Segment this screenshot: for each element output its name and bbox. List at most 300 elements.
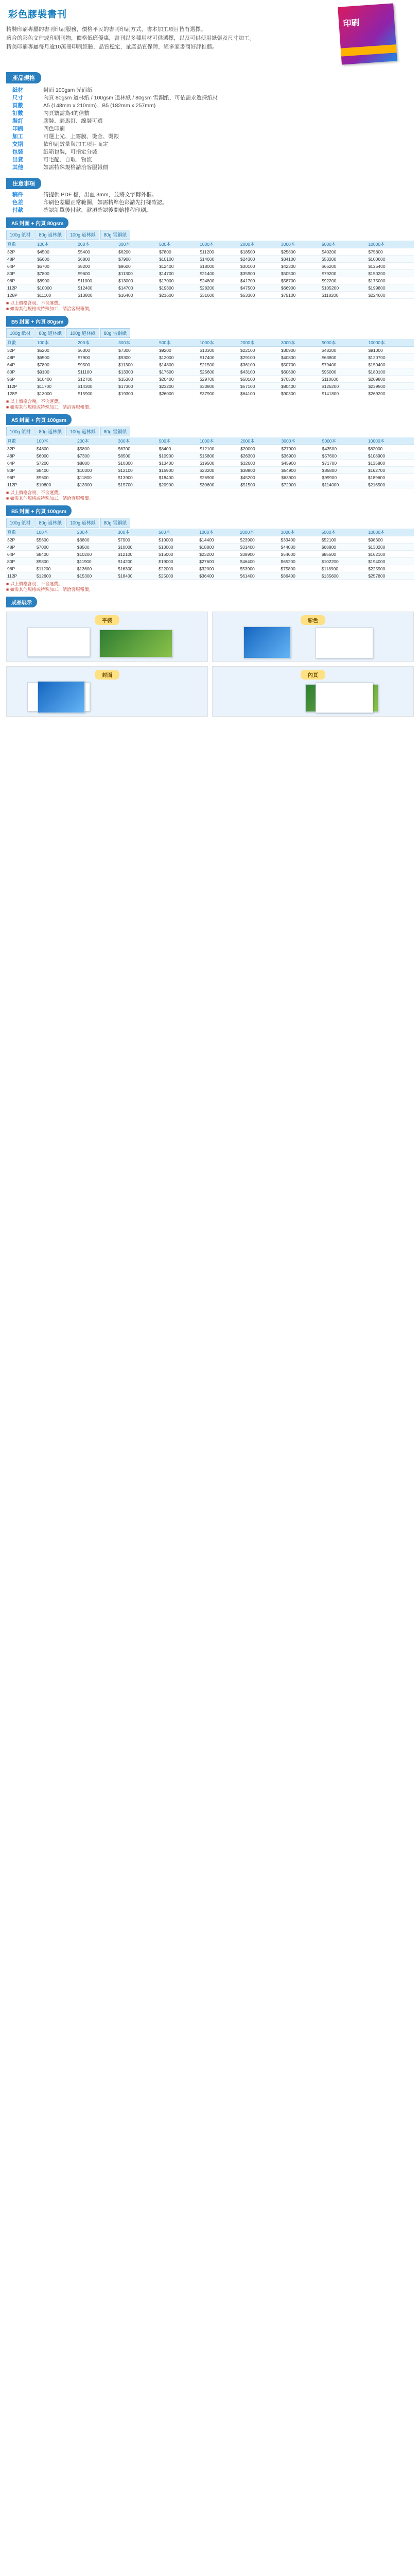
table-cell: $11300 (117, 361, 158, 368)
column-header: 5000本 (321, 529, 367, 536)
paper-tab[interactable]: 80g 雪銅紙 (100, 328, 131, 338)
paper-tab[interactable]: 100g 紙材 (6, 427, 34, 436)
price-note: ■ 以上價格含稅，不含運費。 (6, 399, 63, 404)
price-table (6, 241, 414, 299)
table-cell: 64P (6, 263, 36, 270)
table-cell: $120700 (367, 354, 414, 361)
price-notes (6, 581, 414, 592)
table-cell: 32P (6, 248, 36, 256)
table-cell: $25600 (199, 368, 239, 376)
spec-key: 訂數 (12, 110, 23, 116)
table-cell: 48P (6, 354, 36, 361)
table-cell: $10200 (76, 551, 117, 558)
table-cell: 80P (6, 467, 36, 474)
table-cell: $100600 (367, 256, 414, 263)
table-cell: $216500 (367, 481, 414, 488)
table-cell: $60600 (280, 368, 321, 376)
table-cell: $22100 (239, 347, 280, 354)
paper-tab[interactable]: 100g 紙材 (6, 230, 34, 240)
table-cell: $12600 (36, 572, 76, 580)
table-cell: $48200 (321, 347, 367, 354)
table-cell: $141800 (321, 390, 367, 397)
price-note: ■ 如需其他規格或特殊加工，請洽客服報價。 (6, 496, 93, 501)
table-row (6, 572, 414, 580)
table-cell: $180100 (367, 368, 414, 376)
table-cell: $18800 (198, 544, 239, 551)
table-cell: $12100 (117, 551, 157, 558)
table-row (6, 544, 414, 551)
spec-key: 裝訂 (12, 118, 23, 124)
note-value: 印刷色差屬正常範圍，如需精準色彩請先打樣確認。 (43, 199, 168, 206)
paper-tabs (6, 328, 414, 338)
table-cell: $46400 (239, 558, 279, 565)
table-cell: $82000 (367, 445, 414, 452)
table-cell: $38900 (239, 467, 280, 474)
spec-value: 膠裝、騎馬釘、線裝可選 (43, 118, 103, 124)
spec-value: 如需特殊規格請洽客服報價 (43, 164, 108, 171)
table-cell: $50100 (239, 376, 280, 383)
table-cell: 32P (6, 347, 36, 354)
table-cell: $5600 (36, 536, 76, 544)
table-cell: $14600 (199, 256, 239, 263)
gallery-grid (6, 612, 414, 717)
table-cell: $17600 (158, 368, 199, 376)
table-cell: $30600 (199, 481, 239, 488)
table-cell: $114000 (321, 481, 367, 488)
table-cell: $13300 (76, 481, 117, 488)
column-header: 頁數 (6, 529, 36, 536)
paper-tab[interactable]: 80g 道林紙 (36, 518, 66, 528)
table-cell: $21600 (158, 292, 199, 299)
table-cell: $32000 (198, 565, 239, 572)
table-cell: $7800 (36, 270, 77, 277)
table-cell: $15900 (158, 467, 199, 474)
table-cell: $20400 (158, 376, 199, 383)
price-note: ■ 以上價格含稅，不含運費。 (6, 581, 63, 586)
table-cell: $12100 (117, 467, 157, 474)
spec-row (12, 110, 414, 117)
paper-tab[interactable]: 80g 雪銅紙 (100, 427, 131, 436)
printed-sheet (38, 681, 85, 713)
table-cell: $26900 (199, 474, 239, 481)
table-cell: $30900 (280, 347, 321, 354)
table-row (6, 481, 414, 488)
note-row (12, 199, 420, 207)
paper-tab[interactable]: 80g 道林紙 (36, 230, 66, 240)
table-cell: $11000 (77, 277, 117, 284)
price-block-title: A5 封面 + 內頁 80gsm (6, 217, 68, 228)
table-cell: $10000 (36, 284, 77, 292)
table-cell: $40200 (321, 248, 367, 256)
table-cell: $7900 (117, 536, 157, 544)
table-cell: $70500 (280, 376, 321, 383)
spec-row (12, 148, 414, 156)
table-cell: $225900 (367, 565, 414, 572)
table-cell: $135600 (321, 572, 367, 580)
table-cell: $25800 (280, 248, 321, 256)
table-cell: $57100 (239, 383, 280, 390)
column-header: 300本 (117, 339, 158, 347)
table-cell: $9500 (77, 361, 117, 368)
table-row (6, 284, 414, 292)
table-cell: $15900 (77, 390, 117, 397)
table-row (6, 460, 414, 467)
table-cell: $194000 (367, 558, 414, 565)
table-cell: $53200 (321, 256, 367, 263)
table-cell: 112P (6, 572, 36, 580)
section-title-notes: 注意事項 (6, 178, 41, 189)
table-row (6, 270, 414, 277)
table-cell: 48P (6, 256, 36, 263)
table-cell: $9600 (117, 263, 158, 270)
column-header: 300本 (117, 529, 157, 536)
price-table (6, 529, 414, 580)
book-cover-image (331, 5, 404, 66)
table-cell: $42300 (280, 263, 321, 270)
table-cell: $79400 (321, 361, 367, 368)
column-header: 300本 (117, 437, 157, 445)
table-cell: $10000 (157, 536, 198, 544)
paper-tab[interactable]: 100g 道林紙 (66, 518, 99, 528)
table-cell: $37900 (199, 390, 239, 397)
table-cell: $13600 (76, 565, 117, 572)
table-cell: $19500 (199, 460, 239, 467)
table-cell: $14200 (117, 558, 157, 565)
table-cell: $29100 (239, 354, 280, 361)
printed-sheet (243, 626, 291, 658)
table-cell: $162700 (367, 467, 414, 474)
table-cell: $75800 (367, 248, 414, 256)
spec-key: 交期 (12, 141, 23, 147)
table-cell: $17300 (117, 383, 158, 390)
table-cell: $269200 (367, 390, 414, 397)
table-cell: $6800 (76, 536, 117, 544)
column-header: 頁數 (6, 339, 36, 347)
table-cell: $9300 (117, 354, 158, 361)
table-cell: $11200 (199, 248, 239, 256)
table-cell: $19300 (117, 390, 158, 397)
column-header: 10000本 (367, 437, 414, 445)
table-cell: 48P (6, 544, 36, 551)
column-header: 100本 (36, 339, 77, 347)
table-cell: $13300 (117, 368, 158, 376)
spec-row (12, 94, 414, 102)
spec-key: 包裝 (12, 149, 23, 155)
table-cell: $11100 (77, 368, 117, 376)
table-cell: $19300 (158, 284, 199, 292)
table-cell: $12400 (77, 284, 117, 292)
brand-title: 彩色膠裝書刊 (8, 9, 67, 20)
column-header: 200本 (76, 529, 117, 536)
table-cell: $9800 (36, 558, 76, 565)
table-cell: 128P (6, 390, 36, 397)
table-cell: $13300 (199, 347, 239, 354)
table-cell: $45200 (239, 474, 280, 481)
table-cell: $118200 (321, 292, 367, 299)
table-cell: $11300 (117, 270, 158, 277)
table-cell: $27600 (198, 558, 239, 565)
paper-tab[interactable]: 80g 雪銅紙 (100, 518, 131, 528)
table-cell: $8400 (36, 467, 76, 474)
spec-key: 加工 (12, 133, 23, 140)
table-cell: 112P (6, 284, 36, 292)
table-cell: $45900 (280, 460, 321, 467)
table-row (6, 368, 414, 376)
table-cell: $8400 (36, 551, 76, 558)
table-cell: 64P (6, 361, 36, 368)
price-area (0, 217, 420, 592)
intro (6, 26, 315, 51)
table-cell: $43100 (239, 368, 280, 376)
paper-tab[interactable]: 100g 道林紙 (66, 230, 99, 240)
table-cell: $7200 (36, 460, 76, 467)
table-cell: $33400 (280, 536, 321, 544)
spec-key: 印刷 (12, 126, 23, 132)
table-cell: $57600 (321, 452, 367, 460)
table-cell: $47500 (239, 284, 280, 292)
price-note: ■ 如需其他規格或特殊加工，請洽客服報價。 (6, 404, 93, 410)
price-block-title: B5 封面 + 內頁 100gsm (6, 505, 72, 516)
price-block (6, 414, 414, 501)
table-cell: 128P (6, 292, 36, 299)
column-header: 5000本 (321, 437, 367, 445)
table-row (6, 474, 414, 481)
table-cell: $150200 (367, 270, 414, 277)
table-cell: $14300 (77, 383, 117, 390)
table-cell: $8500 (117, 452, 157, 460)
table-row (6, 376, 414, 383)
table-row (6, 536, 414, 544)
column-header: 3000本 (280, 339, 321, 347)
column-header: 200本 (77, 339, 117, 347)
gallery-image (6, 612, 208, 662)
column-header: 100本 (36, 437, 76, 445)
spec-row (12, 87, 414, 94)
table-cell: 112P (6, 383, 36, 390)
table-cell: $24800 (199, 277, 239, 284)
table-cell: 48P (6, 452, 36, 460)
table-cell: $13000 (36, 390, 77, 397)
table-cell: $71700 (321, 460, 367, 467)
price-block (6, 217, 414, 312)
table-row (6, 263, 414, 270)
table-cell: $65200 (280, 558, 321, 565)
table-header-row (6, 339, 414, 347)
table-cell: $14700 (117, 284, 158, 292)
price-notes (6, 490, 414, 501)
gallery-label: 內頁 (301, 670, 325, 680)
spec-list (12, 87, 414, 172)
paper-tab[interactable]: 100g 紙材 (6, 518, 34, 528)
table-cell: $17000 (158, 277, 199, 284)
paper-tab[interactable]: 100g 道林紙 (66, 328, 99, 338)
table-cell: $9200 (158, 347, 199, 354)
paper-tab[interactable]: 100g 道林紙 (66, 427, 99, 436)
paper-tabs (6, 230, 414, 240)
intro-line: 精裝印刷專屬的書刊印刷服務，價格平民的書刊印刷方式，書本加工項目皆有選擇。 (6, 26, 206, 32)
table-cell: $61400 (239, 572, 279, 580)
table-cell: $23900 (239, 536, 279, 544)
table-cell: $126200 (321, 383, 367, 390)
table-cell: $13400 (158, 460, 199, 467)
book-cover-title: 印刷 (342, 19, 360, 29)
column-header: 2000本 (239, 437, 280, 445)
table-row (6, 277, 414, 284)
price-table (6, 437, 414, 488)
table-cell: $5800 (76, 445, 117, 452)
table-row (6, 256, 414, 263)
table-cell: $224600 (367, 292, 414, 299)
table-cell: $199800 (367, 284, 414, 292)
table-cell: $64100 (239, 390, 280, 397)
table-cell: $30100 (239, 263, 280, 270)
table-cell: $85500 (321, 551, 367, 558)
printed-sheet (99, 630, 172, 657)
spec-key: 出貨 (12, 157, 23, 163)
table-cell: $26300 (239, 452, 280, 460)
spec-key: 頁數 (12, 103, 23, 109)
table-cell: $10300 (117, 460, 157, 467)
spec-value: 依印刷數量與加工項目而定 (43, 141, 108, 147)
column-header: 3000本 (280, 437, 321, 445)
table-cell: $50700 (280, 361, 321, 368)
table-cell: $21500 (199, 361, 239, 368)
note-row (12, 207, 420, 214)
table-cell: $22000 (157, 565, 198, 572)
table-cell: $10900 (158, 452, 199, 460)
spec-row (12, 133, 414, 141)
page (0, 0, 420, 717)
table-cell: $95000 (321, 368, 367, 376)
spec-value: 紙箱包裝，可指定分裝 (43, 149, 97, 155)
table-cell: $13900 (117, 474, 157, 481)
column-header: 1000本 (199, 437, 239, 445)
price-table (6, 339, 414, 397)
gallery-label: 平裝 (95, 615, 119, 625)
gallery-title: 成品展示 (6, 597, 37, 607)
table-row (6, 467, 414, 474)
table-cell: $102200 (321, 558, 367, 565)
spec-row (12, 117, 414, 125)
table-cell: $10100 (158, 256, 199, 263)
table-cell: $7800 (36, 361, 77, 368)
table-cell: $35900 (239, 270, 280, 277)
column-header: 500本 (158, 437, 199, 445)
gallery-image (212, 666, 414, 717)
column-header: 3000本 (280, 241, 321, 248)
column-header: 2000本 (239, 241, 280, 248)
table-cell: $99900 (321, 474, 367, 481)
paper-tab[interactable]: 80g 雪銅紙 (100, 230, 131, 240)
table-cell: $5200 (36, 347, 77, 354)
table-cell: $54900 (280, 467, 321, 474)
gallery-image (6, 666, 208, 717)
paper-tabs (6, 427, 414, 436)
column-header: 500本 (158, 241, 199, 248)
note-row (12, 191, 420, 199)
table-cell: $68800 (321, 544, 367, 551)
table-cell: $162100 (367, 551, 414, 558)
table-cell: 80P (6, 368, 36, 376)
table-cell: $4500 (36, 248, 77, 256)
table-cell: $98300 (367, 536, 414, 544)
column-header: 200本 (76, 437, 117, 445)
table-cell: $32600 (239, 460, 280, 467)
table-cell: $10400 (36, 376, 77, 383)
column-header: 1000本 (198, 529, 239, 536)
table-cell: $38900 (239, 551, 279, 558)
column-header: 300本 (117, 241, 158, 248)
table-cell: $125400 (367, 263, 414, 270)
table-cell: $66200 (321, 263, 367, 270)
table-cell: $11100 (36, 292, 77, 299)
table-cell: $75800 (280, 565, 321, 572)
table-cell: $27900 (280, 445, 321, 452)
price-notes (6, 399, 414, 410)
table-cell: $6700 (117, 445, 157, 452)
table-cell: $53300 (239, 292, 280, 299)
table-cell: $43500 (321, 445, 367, 452)
price-note: ■ 以上價格含稅，不含運費。 (6, 300, 63, 306)
table-cell: 80P (6, 558, 36, 565)
table-cell: $79200 (321, 270, 367, 277)
table-cell: $130200 (367, 544, 414, 551)
table-row (6, 551, 414, 558)
spec-value: 封面 100gsm 光面紙 (43, 87, 93, 93)
table-cell: $13000 (117, 277, 158, 284)
table-cell: $9100 (36, 368, 77, 376)
price-block (6, 505, 414, 592)
hero-text (6, 5, 315, 52)
column-header: 10000本 (367, 529, 414, 536)
table-cell: $41700 (239, 277, 280, 284)
paper-tab[interactable]: 80g 道林紙 (36, 427, 66, 436)
table-cell: 96P (6, 277, 36, 284)
paper-tab[interactable]: 100g 紙材 (6, 328, 34, 338)
table-cell: $18400 (158, 474, 199, 481)
table-cell: 32P (6, 445, 36, 452)
spec-row (12, 156, 414, 164)
column-header: 1000本 (199, 241, 239, 248)
note-key: 付款 (12, 207, 23, 213)
price-block-title: B5 封面 + 內頁 80gsm (6, 316, 68, 327)
spec-value: 可選上光、上霧膜、燙金、燙銀 (43, 133, 119, 140)
price-note: ■ 如需其他規格或特殊加工，請洽客服報價。 (6, 306, 93, 311)
table-row (6, 452, 414, 460)
table-cell: $11800 (76, 474, 117, 481)
table-cell: $7900 (117, 256, 158, 263)
spec-key: 其他 (12, 164, 23, 171)
gallery-section (6, 597, 414, 717)
paper-tab[interactable]: 80g 道林紙 (36, 328, 66, 338)
table-cell: $12400 (158, 263, 199, 270)
table-cell: $90300 (280, 390, 321, 397)
table-cell: $19000 (157, 558, 198, 565)
price-note: ■ 如需其他規格或特殊加工，請洽客服報價。 (6, 587, 93, 592)
price-block-title: A5 封面 + 內頁 100gsm (6, 414, 72, 425)
table-cell: $6500 (36, 354, 77, 361)
table-cell: $15300 (117, 376, 158, 383)
table-cell: $16400 (117, 292, 158, 299)
table-cell: $13000 (157, 544, 198, 551)
table-header-row (6, 241, 414, 248)
column-header: 10000本 (367, 339, 414, 347)
table-cell: 112P (6, 481, 36, 488)
table-cell: $11900 (76, 558, 117, 565)
table-header-row (6, 437, 414, 445)
note-key: 色差 (12, 199, 23, 206)
notes-list (0, 191, 420, 214)
